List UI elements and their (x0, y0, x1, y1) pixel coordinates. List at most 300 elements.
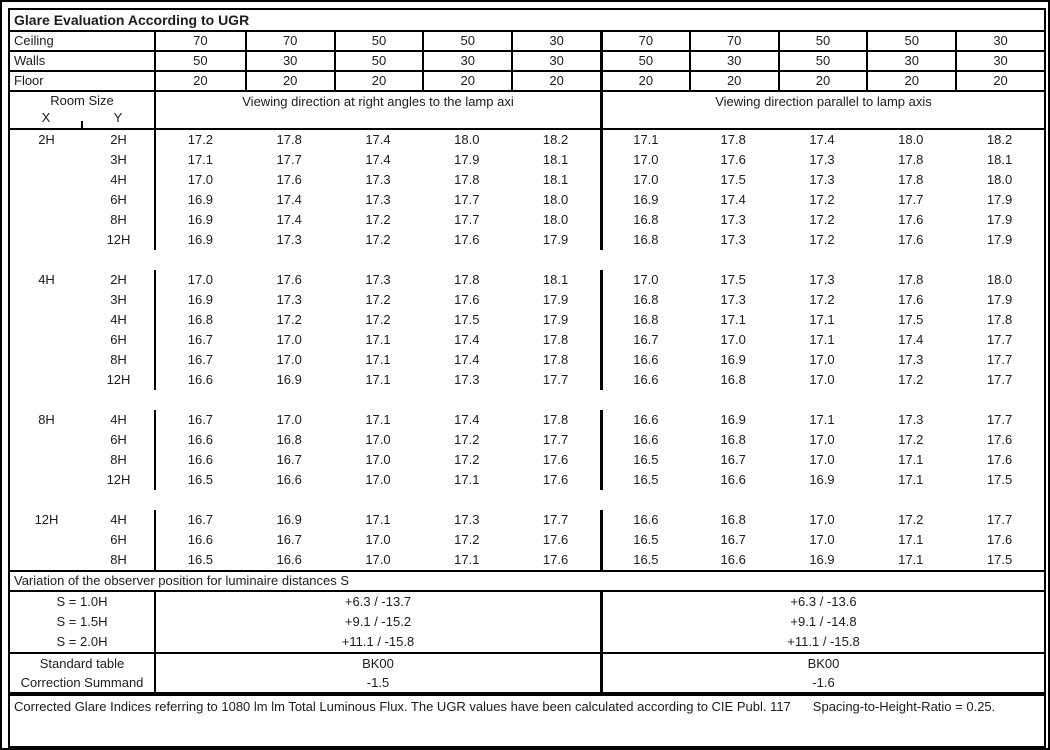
footer-note (8, 694, 1046, 748)
ugr-value-cell: 17.6 (898, 212, 924, 227)
footer-ratio: Spacing-to-Height-Ratio = 0.25. (812, 699, 996, 714)
ugr-value-cell: 17.0 (809, 372, 835, 387)
ugr-value-cell: 17.3 (898, 412, 924, 427)
ugr-value-cell: 17.0 (187, 172, 214, 187)
surface-value: 20 (689, 72, 778, 90)
ugr-value-cell: 17.1 (365, 352, 391, 367)
ugr-value-cell: 17.7 (542, 432, 569, 447)
ugr-value-cell: 17.2 (365, 292, 391, 307)
room-x-cell: 12H (34, 512, 59, 527)
ugr-value-cell: 17.9 (986, 292, 1013, 307)
ugr-value-cell: 17.8 (986, 312, 1013, 327)
ugr-row (10, 170, 1044, 190)
ugr-value-cell: 16.7 (720, 532, 746, 547)
surface-row-floor (10, 72, 1044, 92)
ugr-value-cell: 18.1 (986, 152, 1013, 167)
surface-value: 50 (866, 32, 955, 50)
ugr-value-cell: 17.8 (898, 272, 924, 287)
summary-block (10, 654, 1044, 692)
ugr-value-cell: 17.2 (454, 532, 480, 547)
room-x-cell (10, 430, 83, 450)
summary-value-left: BK00 (362, 656, 394, 671)
ugr-value-cell: 17.8 (898, 152, 924, 167)
ugr-value-cell: 18.0 (542, 212, 569, 227)
ugr-value-cell: 17.0 (720, 332, 746, 347)
ugr-value-cell: 17.0 (809, 432, 835, 447)
room-size-header (10, 92, 156, 128)
ugr-value-cell: 16.8 (720, 432, 746, 447)
ugr-row (10, 430, 1044, 450)
surface-row-walls (10, 52, 1044, 72)
ugr-value-cell: 17.1 (454, 472, 480, 487)
ugr-value-cell: 16.8 (276, 432, 302, 447)
ugr-value-cell: 17.8 (720, 132, 746, 147)
ugr-value-cell: 17.4 (454, 352, 480, 367)
ugr-value-cell: 17.3 (365, 172, 391, 187)
block-spacer-row (10, 490, 1044, 510)
room-y-cell: 6H (83, 430, 156, 450)
summary-value-left: -1.5 (366, 675, 390, 690)
ugr-value-cell: 17.3 (809, 272, 835, 287)
surface-value: 50 (422, 32, 511, 50)
ugr-value-cell: 17.8 (276, 132, 302, 147)
ugr-value-cell: 17.1 (809, 312, 835, 327)
room-x-cell (10, 310, 83, 330)
ugr-value-cell: 17.1 (365, 332, 391, 347)
xy-divider (81, 121, 83, 128)
surface-value: 20 (511, 72, 600, 90)
ugr-value-cell: 16.9 (809, 552, 835, 567)
ugr-value-cell: 17.0 (365, 552, 391, 567)
ugr-value-cell: 17.5 (720, 172, 746, 187)
ugr-value-cell: 16.7 (600, 330, 689, 350)
ugr-value-cell: 17.7 (986, 512, 1013, 527)
ugr-row (10, 510, 1044, 530)
ugr-value-cell: 16.6 (600, 510, 689, 530)
ugr-row (10, 230, 1044, 250)
ugr-value-cell: 17.9 (986, 232, 1013, 247)
ugr-value-cell: 16.7 (276, 452, 302, 467)
variation-value-left: +11.1 / -15.8 (341, 634, 415, 649)
ugr-value-cell: 16.5 (600, 530, 689, 550)
ugr-value-cell: 17.7 (454, 212, 480, 227)
ugr-value-cell: 18.0 (898, 132, 924, 147)
ugr-value-cell: 17.4 (454, 412, 480, 427)
ugr-value-cell: 16.8 (600, 290, 689, 310)
room-y-cell: 6H (83, 190, 156, 210)
ugr-value-cell: 16.8 (600, 230, 689, 250)
ugr-value-cell: 17.4 (365, 132, 391, 147)
room-y-cell: 4H (83, 510, 156, 530)
ugr-value-cell: 17.9 (542, 312, 569, 327)
ugr-value-cell: 17.1 (365, 412, 391, 427)
ugr-value-cell: 17.9 (986, 192, 1013, 207)
section-header-right-angles: Viewing direction at right angles to the lamp axi (242, 94, 514, 109)
surface-label: Walls (10, 52, 156, 70)
room-y-cell: 8H (83, 450, 156, 470)
surface-value: 70 (245, 32, 334, 50)
ugr-value-cell: 17.4 (276, 192, 302, 207)
room-x-cell (10, 530, 83, 550)
summary-row (10, 673, 1044, 692)
ugr-row (10, 370, 1044, 390)
ugr-value-cell: 17.0 (600, 170, 689, 190)
ugr-value-cell: 16.8 (720, 512, 746, 527)
ugr-value-cell: 16.9 (720, 412, 746, 427)
ugr-value-cell: 17.2 (365, 312, 391, 327)
ugr-value-cell: 17.2 (454, 432, 480, 447)
ugr-value-cell: 18.0 (542, 192, 569, 207)
ugr-value-cell: 17.6 (986, 432, 1013, 447)
variation-row (10, 592, 1044, 612)
room-x-cell (10, 210, 83, 230)
ugr-value-cell: 17.7 (986, 352, 1013, 367)
ugr-value-cell: 17.5 (986, 552, 1013, 567)
ugr-value-cell: 16.6 (276, 552, 302, 567)
room-y-cell: 2H (83, 130, 156, 150)
ugr-row (10, 190, 1044, 210)
ugr-value-cell: 18.0 (454, 132, 480, 147)
room-x-cell (10, 290, 83, 310)
variation-value-right: +11.1 / -15.8 (600, 632, 1044, 652)
ugr-value-cell: 16.6 (600, 370, 689, 390)
room-x-cell (10, 230, 83, 250)
room-y-cell: 4H (83, 410, 156, 430)
room-x-cell (10, 470, 83, 490)
ugr-value-cell: 17.3 (454, 372, 480, 387)
ugr-value-cell: 17.6 (454, 232, 480, 247)
ugr-value-cell: 18.0 (986, 272, 1013, 287)
ugr-value-cell: 17.2 (809, 192, 835, 207)
ugr-value-cell: 16.8 (600, 310, 689, 330)
ugr-value-cell: 17.0 (187, 272, 214, 287)
ugr-value-cell: 17.4 (898, 332, 924, 347)
footer-text: Corrected Glare Indices referring to 1080 lm lm Total Luminous Flux. The UGR values have been calculated according to CIE Publ. 117 (14, 699, 791, 714)
ugr-value-cell: 17.3 (809, 172, 835, 187)
room-x-cell (10, 170, 83, 190)
variation-label: S = 2.0H (10, 632, 156, 652)
surface-value: 30 (511, 32, 600, 50)
surface-value: 50 (193, 53, 208, 68)
ugr-value-cell: 16.9 (276, 372, 302, 387)
ugr-value-cell: 17.2 (898, 432, 924, 447)
room-y-cell: 6H (83, 330, 156, 350)
ugr-value-cell: 17.1 (898, 472, 924, 487)
ugr-value-cell: 17.1 (600, 130, 689, 150)
ugr-value-cell: 17.1 (454, 552, 480, 567)
ugr-value-cell: 16.6 (600, 350, 689, 370)
ugr-row (10, 130, 1044, 150)
ugr-value-cell: 17.8 (454, 172, 480, 187)
page-title: Glare Evaluation According to UGR (10, 10, 1044, 32)
ugr-value-cell: 17.7 (276, 152, 302, 167)
ugr-row (10, 530, 1044, 550)
room-y-cell: 8H (83, 210, 156, 230)
ugr-value-cell: 16.7 (720, 452, 746, 467)
ugr-value-cell: 17.8 (542, 412, 569, 427)
ugr-value-cell: 17.6 (276, 172, 302, 187)
ugr-value-cell: 16.6 (187, 532, 214, 547)
ugr-row (10, 550, 1044, 570)
ugr-value-cell: 17.1 (720, 312, 746, 327)
ugr-value-cell: 17.9 (542, 292, 569, 307)
ugr-value-cell: 18.1 (542, 172, 569, 187)
ugr-value-cell: 17.1 (898, 532, 924, 547)
ugr-value-cell: 16.9 (187, 292, 214, 307)
ugr-value-cell: 16.5 (187, 552, 214, 567)
ugr-value-cell: 16.8 (187, 312, 214, 327)
ugr-value-cell: 17.4 (454, 332, 480, 347)
ugr-value-cell: 17.0 (365, 472, 391, 487)
ugr-value-cell: 17.0 (809, 452, 835, 467)
ugr-data-grid (10, 130, 1044, 572)
surface-value: 50 (334, 52, 423, 70)
ugr-value-cell: 17.3 (720, 292, 746, 307)
variation-value-left: +9.1 / -15.2 (344, 614, 412, 629)
surface-value: 70 (600, 32, 689, 50)
ugr-row (10, 470, 1044, 490)
summary-label: Correction Summand (10, 673, 156, 692)
variation-block (10, 592, 1044, 654)
surface-value: 70 (193, 33, 208, 48)
ugr-value-cell: 17.0 (809, 512, 835, 527)
surface-value: 30 (422, 52, 511, 70)
ugr-value-cell: 17.1 (809, 412, 835, 427)
ugr-value-cell: 17.3 (454, 512, 480, 527)
ugr-value-cell: 17.0 (276, 412, 302, 427)
room-x-cell (10, 550, 83, 570)
ugr-value-cell: 17.1 (809, 332, 835, 347)
surface-value: 70 (689, 32, 778, 50)
surface-value: 30 (511, 52, 600, 70)
room-y-cell: 6H (83, 530, 156, 550)
ugr-row (10, 450, 1044, 470)
surface-value: 30 (955, 32, 1044, 50)
ugr-value-cell: 17.8 (542, 352, 569, 367)
surface-value: 30 (245, 52, 334, 70)
room-x-cell (10, 350, 83, 370)
surface-value: 50 (334, 32, 423, 50)
surface-label: Floor (10, 72, 156, 90)
ugr-value-cell: 16.8 (600, 210, 689, 230)
surface-value: 20 (245, 72, 334, 90)
room-y-cell: 4H (83, 170, 156, 190)
section-header-parallel: Viewing direction parallel to lamp axis (600, 92, 1044, 128)
ugr-value-cell: 17.7 (454, 192, 480, 207)
ugr-value-cell: 17.6 (542, 552, 569, 567)
ugr-value-cell: 17.9 (542, 232, 569, 247)
ugr-value-cell: 16.7 (187, 332, 214, 347)
room-y-cell: 12H (83, 230, 156, 250)
variation-value-right: +6.3 / -13.6 (600, 592, 1044, 612)
surface-value: 20 (866, 72, 955, 90)
ugr-value-cell: 17.7 (542, 512, 569, 527)
variation-row (10, 632, 1044, 652)
summary-label: Standard table (10, 654, 156, 673)
ugr-value-cell: 16.6 (720, 552, 746, 567)
ugr-value-cell: 17.2 (809, 232, 835, 247)
ugr-value-cell: 17.0 (365, 432, 391, 447)
room-y-cell: 8H (83, 550, 156, 570)
surface-value: 20 (778, 72, 867, 90)
surface-value: 20 (334, 72, 423, 90)
ugr-value-cell: 17.6 (276, 272, 302, 287)
room-y-cell: 8H (83, 350, 156, 370)
ugr-value-cell: 17.2 (898, 512, 924, 527)
ugr-value-cell: 17.1 (365, 372, 391, 387)
ugr-value-cell: 17.5 (720, 272, 746, 287)
ugr-value-cell: 17.6 (986, 452, 1013, 467)
ugr-value-cell: 16.7 (187, 412, 214, 427)
surface-value: 30 (689, 52, 778, 70)
room-y-cell: 3H (83, 150, 156, 170)
ugr-value-cell: 17.8 (898, 172, 924, 187)
ugr-value-cell: 16.8 (720, 372, 746, 387)
surface-value: 50 (600, 52, 689, 70)
ugr-value-cell: 17.0 (600, 270, 689, 290)
room-size-label: Room Size (50, 93, 114, 108)
ugr-row (10, 350, 1044, 370)
ugr-value-cell: 17.3 (365, 192, 391, 207)
ugr-table (8, 8, 1046, 694)
ugr-value-cell: 17.4 (720, 192, 746, 207)
ugr-value-cell: 17.3 (365, 272, 391, 287)
ugr-value-cell: 17.2 (276, 312, 302, 327)
ugr-value-cell: 16.6 (600, 430, 689, 450)
summary-value-right: -1.6 (600, 673, 1044, 692)
ugr-row (10, 210, 1044, 230)
ugr-value-cell: 16.6 (276, 472, 302, 487)
ugr-value-cell: 17.7 (898, 192, 924, 207)
ugr-value-cell: 17.2 (454, 452, 480, 467)
ugr-value-cell: 17.2 (365, 232, 391, 247)
surface-value: 30 (955, 52, 1044, 70)
variation-row (10, 612, 1044, 632)
ugr-value-cell: 16.6 (187, 452, 214, 467)
ugr-value-cell: 16.7 (276, 532, 302, 547)
ugr-value-cell: 17.0 (365, 452, 391, 467)
room-x-cell (10, 370, 83, 390)
summary-value-right: BK00 (600, 654, 1044, 673)
ugr-value-cell: 16.7 (187, 512, 214, 527)
block-spacer-row (10, 390, 1044, 410)
ugr-value-cell: 18.0 (986, 172, 1013, 187)
ugr-value-cell: 17.5 (986, 472, 1013, 487)
surface-value: 20 (955, 72, 1044, 90)
ugr-value-cell: 16.9 (720, 352, 746, 367)
ugr-value-cell: 17.8 (454, 272, 480, 287)
ugr-value-cell: 18.1 (542, 272, 569, 287)
ugr-value-cell: 17.6 (542, 532, 569, 547)
ugr-value-cell: 16.9 (809, 472, 835, 487)
ugr-value-cell: 16.9 (187, 232, 214, 247)
surface-value: 20 (422, 72, 511, 90)
ugr-row (10, 330, 1044, 350)
ugr-row (10, 310, 1044, 330)
ugr-value-cell: 17.5 (454, 312, 480, 327)
variation-heading: Variation of the observer position for luminaire distances S (10, 572, 1044, 592)
ugr-value-cell: 17.6 (986, 532, 1013, 547)
variation-value-right: +9.1 / -14.8 (600, 612, 1044, 632)
summary-row (10, 654, 1044, 673)
ugr-value-cell: 17.6 (720, 152, 746, 167)
ugr-value-cell: 17.2 (809, 292, 835, 307)
ugr-value-cell: 16.9 (187, 212, 214, 227)
room-x-cell (10, 150, 83, 170)
ugr-value-cell: 17.0 (809, 352, 835, 367)
ugr-value-cell: 16.9 (276, 512, 302, 527)
ugr-value-cell: 16.5 (600, 550, 689, 570)
ugr-row (10, 150, 1044, 170)
ugr-value-cell: 17.6 (542, 472, 569, 487)
ugr-value-cell: 17.5 (898, 312, 924, 327)
ugr-value-cell: 16.6 (187, 372, 214, 387)
ugr-value-cell: 17.0 (365, 532, 391, 547)
ugr-value-cell: 17.6 (542, 452, 569, 467)
ugr-value-cell: 17.3 (720, 232, 746, 247)
ugr-value-cell: 18.1 (542, 152, 569, 167)
room-y-cell: 4H (83, 310, 156, 330)
ugr-value-cell: 17.2 (187, 132, 214, 147)
ugr-value-cell: 17.6 (454, 292, 480, 307)
ugr-value-cell: 17.0 (809, 532, 835, 547)
ugr-value-cell: 17.3 (720, 212, 746, 227)
surface-label: Ceiling (10, 32, 156, 50)
variation-label: S = 1.5H (10, 612, 156, 632)
ugr-value-cell: 17.1 (898, 452, 924, 467)
direction-header-row (10, 92, 1044, 130)
ugr-row (10, 410, 1044, 430)
room-y-cell: 12H (83, 470, 156, 490)
ugr-value-cell: 16.5 (600, 470, 689, 490)
ugr-value-cell: 17.0 (600, 150, 689, 170)
ugr-value-cell: 17.7 (986, 372, 1013, 387)
ugr-value-cell: 17.1 (898, 552, 924, 567)
variation-label: S = 1.0H (10, 592, 156, 612)
ugr-value-cell: 17.7 (986, 332, 1013, 347)
surface-row-ceiling (10, 32, 1044, 52)
room-y-cell: 12H (83, 370, 156, 390)
ugr-value-cell: 17.3 (276, 292, 302, 307)
ugr-value-cell: 16.9 (600, 190, 689, 210)
ugr-value-cell: 17.9 (454, 152, 480, 167)
ugr-value-cell: 16.6 (187, 432, 214, 447)
ugr-value-cell: 17.6 (898, 232, 924, 247)
surface-value: 20 (600, 72, 689, 90)
ugr-value-cell: 16.7 (187, 352, 214, 367)
surface-value: 50 (778, 32, 867, 50)
ugr-value-cell: 17.7 (542, 372, 569, 387)
ugr-value-cell: 16.5 (187, 472, 214, 487)
ugr-value-cell: 17.3 (276, 232, 302, 247)
surface-value: 30 (866, 52, 955, 70)
ugr-value-cell: 17.0 (276, 352, 302, 367)
ugr-value-cell: 17.4 (276, 212, 302, 227)
ugr-value-cell: 16.5 (600, 450, 689, 470)
ugr-value-cell: 16.6 (600, 410, 689, 430)
surface-value: 20 (193, 73, 208, 88)
variation-value-left: +6.3 / -13.7 (344, 594, 412, 609)
room-x-cell: 8H (38, 412, 55, 427)
ugr-value-cell: 17.1 (187, 152, 214, 167)
room-x-cell: 2H (38, 132, 55, 147)
ugr-value-cell: 17.2 (809, 212, 835, 227)
room-y-cell: 2H (83, 270, 156, 290)
room-x-cell: 4H (38, 272, 55, 287)
ugr-value-cell: 16.9 (187, 192, 214, 207)
surface-value: 50 (778, 52, 867, 70)
ugr-value-cell: 17.4 (365, 152, 391, 167)
